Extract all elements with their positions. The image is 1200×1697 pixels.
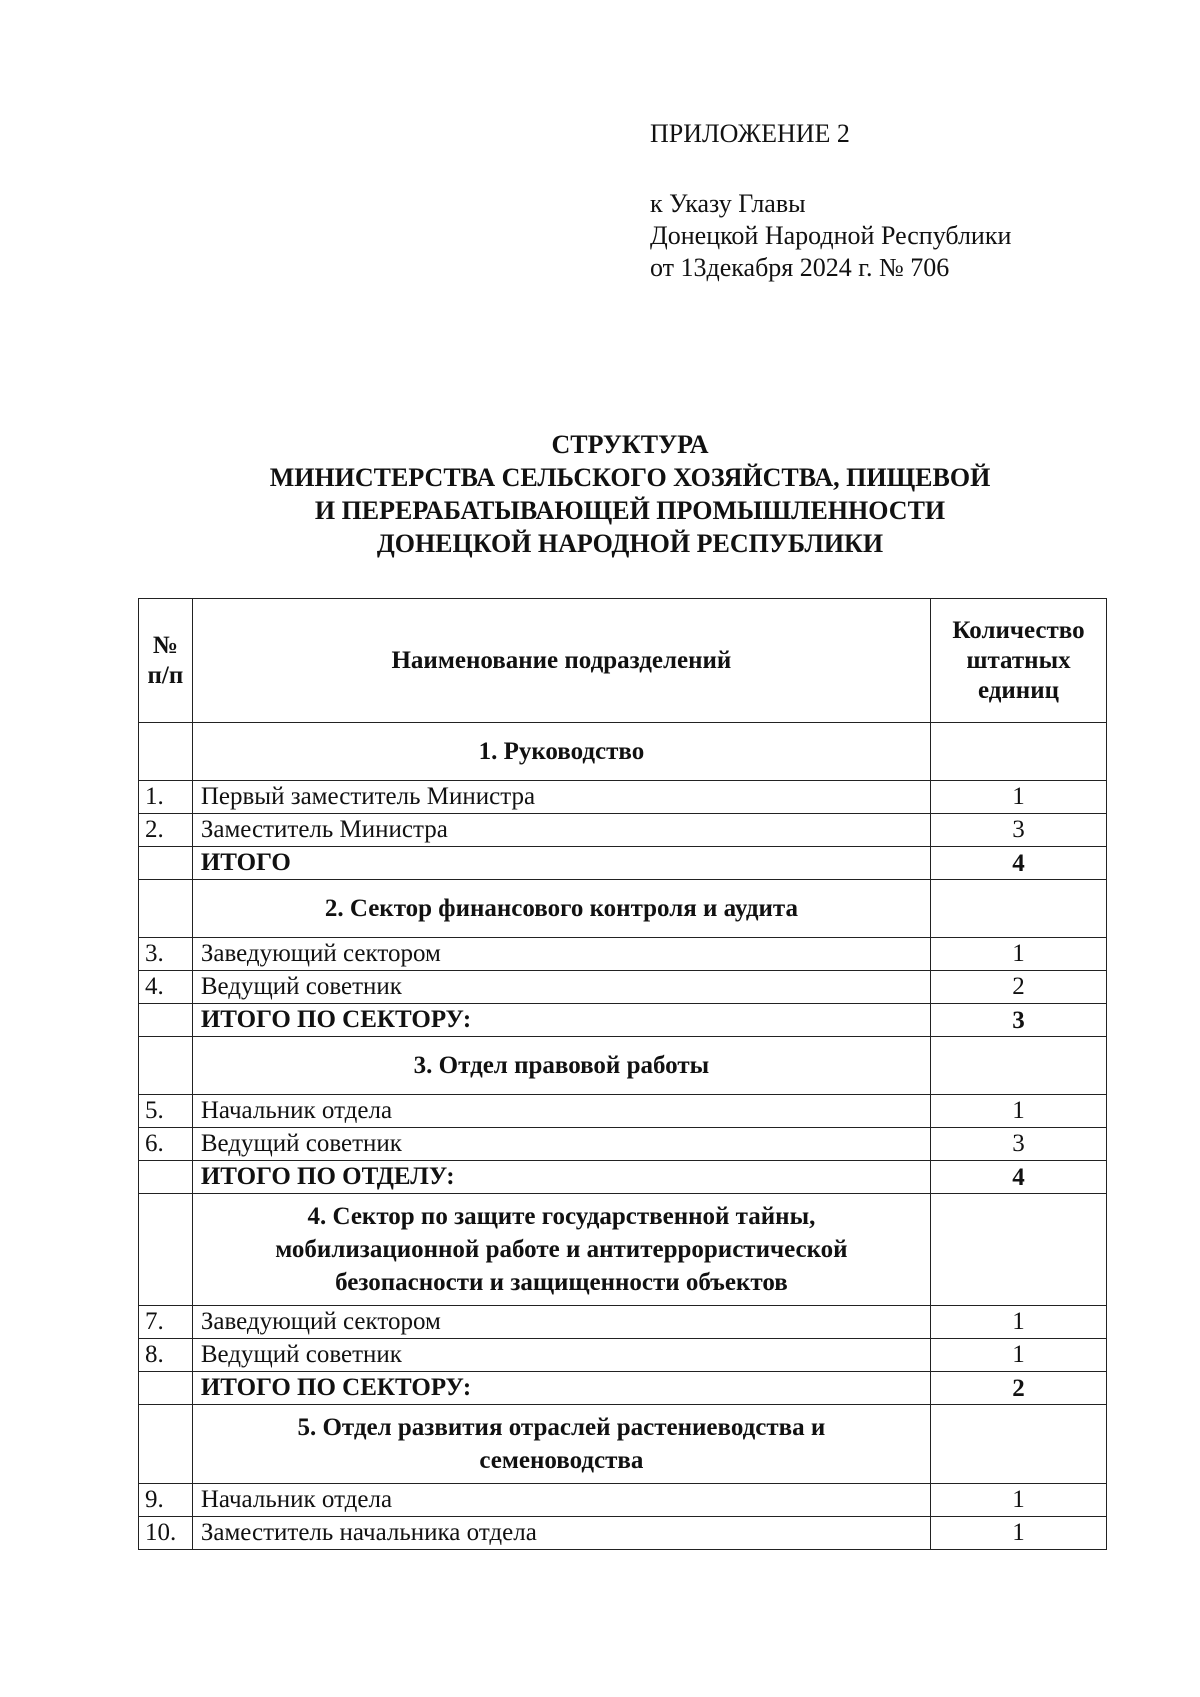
header-count-line-2: штатных: [966, 646, 1071, 674]
section-title-line-2: семеноводства: [479, 1447, 644, 1474]
section-title-line-2: мобилизационной работе и антитеррористической: [275, 1236, 848, 1263]
table-row: [139, 1339, 1107, 1372]
row-count: 1: [930, 1339, 1106, 1372]
header-num-line-2: п/п: [147, 661, 184, 689]
row-num: 8.: [139, 1339, 193, 1372]
row-count: 1: [930, 781, 1106, 814]
table-row: [139, 1517, 1107, 1550]
section-title: [192, 1194, 930, 1306]
table-row: [139, 814, 1107, 847]
row-count: 1: [930, 1484, 1106, 1517]
total-row: [139, 1004, 1107, 1037]
section-title-line-3: безопасности и защищенности объектов: [335, 1269, 788, 1296]
row-num: 7.: [139, 1306, 193, 1339]
staff-table: [138, 598, 1107, 1550]
section-row: [139, 880, 1107, 938]
title-line-3: И ПЕРЕРАБАТЫВАЮЩЕЙ ПРОМЫШЛЕННОСТИ: [314, 496, 946, 525]
row-count: 3: [930, 1128, 1106, 1161]
row-num: 1.: [139, 781, 193, 814]
total-label: ИТОГО ПО ОТДЕЛУ:: [192, 1161, 930, 1194]
header-count-line-1: Количество: [952, 616, 1085, 644]
total-count: 4: [930, 1161, 1106, 1194]
row-name: Начальник отдела: [192, 1484, 930, 1517]
section-row: [139, 1405, 1107, 1484]
row-name: Начальник отдела: [192, 1095, 930, 1128]
total-count: 4: [930, 847, 1106, 880]
row-count: 1: [930, 1095, 1106, 1128]
row-name: Заместитель начальника отдела: [192, 1517, 930, 1550]
table-row: [139, 1306, 1107, 1339]
total-row: [139, 847, 1107, 880]
table-row: [139, 781, 1107, 814]
document-title: [130, 428, 1130, 560]
row-name: Заведующий сектором: [192, 938, 930, 971]
total-count: 2: [930, 1372, 1106, 1405]
total-row: [139, 1161, 1107, 1194]
section-title: 2. Сектор финансового контроля и аудита: [192, 880, 930, 938]
section-title-line-1: 4. Сектор по защите государственной тайны,: [307, 1203, 816, 1230]
title-line-4: ДОНЕЦКОЙ НАРОДНОЙ РЕСПУБЛИКИ: [376, 529, 884, 558]
header-num-line-1: №: [152, 631, 178, 659]
row-count: 2: [930, 971, 1106, 1004]
appendix-heading: ПРИЛОЖЕНИЕ 2: [650, 119, 850, 148]
section-row: [139, 723, 1107, 781]
table-row: [139, 938, 1107, 971]
row-name: Ведущий советник: [192, 1128, 930, 1161]
row-num: 10.: [139, 1517, 193, 1550]
section-title-line-1: 5. Отдел развития отраслей растениеводства и: [297, 1414, 826, 1441]
row-num: 4.: [139, 971, 193, 1004]
row-name: Ведущий советник: [192, 1339, 930, 1372]
row-name: Ведущий советник: [192, 971, 930, 1004]
total-label: ИТОГО ПО СЕКТОРУ:: [192, 1004, 930, 1037]
total-label: ИТОГО ПО СЕКТОРУ:: [192, 1372, 930, 1405]
row-name: Заместитель Министра: [192, 814, 930, 847]
section-title: 3. Отдел правовой работы: [192, 1037, 930, 1095]
row-count: 1: [930, 1517, 1106, 1550]
appendix-block: [650, 118, 1170, 284]
table-header-row: [139, 599, 1107, 723]
row-num: 2.: [139, 814, 193, 847]
section-title: [192, 1405, 930, 1484]
total-row: [139, 1372, 1107, 1405]
header-num: [139, 599, 193, 723]
header-count: [930, 599, 1106, 723]
row-name: Заведующий сектором: [192, 1306, 930, 1339]
row-num: 3.: [139, 938, 193, 971]
appendix-line-3: от 13декабря 2024 г. № 706: [650, 253, 950, 282]
header-count-line-3: единиц: [977, 676, 1059, 704]
table-row: [139, 1128, 1107, 1161]
row-count: 1: [930, 1306, 1106, 1339]
section-row: [139, 1194, 1107, 1306]
row-count: 3: [930, 814, 1106, 847]
table-row: [139, 971, 1107, 1004]
row-name: Первый заместитель Министра: [192, 781, 930, 814]
appendix-line-1: к Указу Главы: [650, 189, 806, 218]
section-row: [139, 1037, 1107, 1095]
title-line-1: СТРУКТУРА: [551, 430, 709, 459]
row-num: 6.: [139, 1128, 193, 1161]
header-name: Наименование подразделений: [192, 599, 930, 723]
table-row: [139, 1095, 1107, 1128]
appendix-line-2: Донецкой Народной Республики: [650, 221, 1012, 250]
row-num: 5.: [139, 1095, 193, 1128]
row-num: 9.: [139, 1484, 193, 1517]
section-title: 1. Руководство: [192, 723, 930, 781]
table-row: [139, 1484, 1107, 1517]
total-label: ИТОГО: [192, 847, 930, 880]
row-count: 1: [930, 938, 1106, 971]
title-line-2: МИНИСТЕРСТВА СЕЛЬСКОГО ХОЗЯЙСТВА, ПИЩЕВОЙ: [269, 463, 991, 492]
total-count: 3: [930, 1004, 1106, 1037]
